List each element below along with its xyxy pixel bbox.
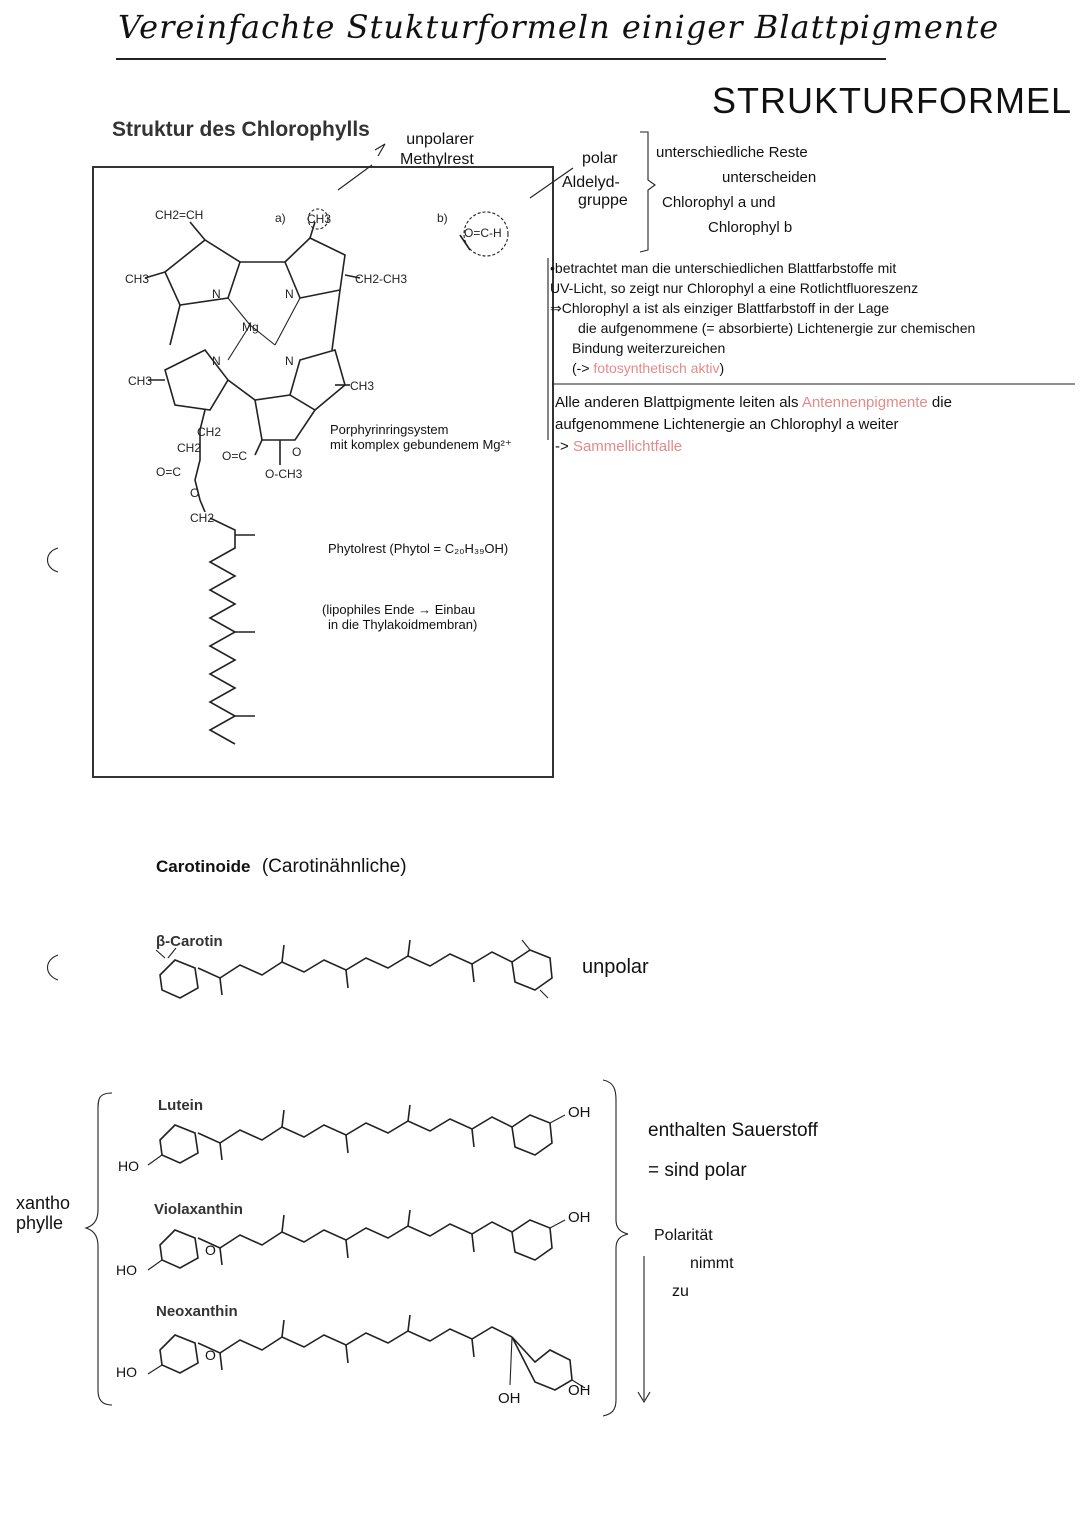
note-polar: polar	[582, 150, 618, 167]
lutein-label: Lutein	[158, 1097, 203, 1114]
atom-label: N	[212, 354, 221, 368]
ho-label: HO	[118, 1158, 139, 1174]
ch3-a: CH3	[307, 212, 332, 226]
polar-note: = sind polar	[648, 1160, 747, 1181]
atom-label: CH3	[350, 379, 375, 393]
carotinoide-heading: Carotinoide (Carotinähnliche)	[156, 856, 407, 877]
atom-label: Mg	[242, 320, 259, 334]
atom-label: O	[292, 445, 302, 459]
label-a: a)	[275, 211, 286, 225]
atom-label: CH2	[197, 425, 222, 439]
page-title: Vereinfachte Stukturformeln einiger Blattpigmente	[118, 8, 1000, 46]
oh-label: OH	[568, 1104, 591, 1121]
note-uv: •betrachtet man die unterschiedlichen Blattfarbstoffe mit UV-Licht, so zeigt nur Chlorophyl a eine Rotlichtfluoreszenz ⇒Chlorophyl a ist als einziger Blattfarbstoff in der Lage die aufgenommene (= absorbierte) Lichtenergie zur chemischen Bindung weiterzureichen (-> fotosynthetisch aktiv)	[550, 260, 976, 376]
note-aldehyd: Aldelyd- gruppe	[562, 174, 628, 209]
oh-label: OH	[568, 1209, 591, 1226]
ho-label: HO	[116, 1262, 137, 1278]
porphyrin-label: Porphyrinringsystem mit komplex gebundenem Mg²⁺	[330, 422, 512, 452]
beta-carotin-label: β-Carotin	[156, 933, 223, 950]
atom-label: O=C	[222, 449, 248, 463]
atom-label: CH3	[128, 374, 153, 388]
atom-label: N	[285, 287, 294, 301]
phytol-label: Phytolrest (Phytol = C₂₀H₃₉OH)	[328, 541, 509, 556]
aldehyde-group: O=C-H	[464, 226, 502, 240]
structure-heading: STRUKTURFORMEL	[712, 80, 1073, 121]
atom-label: O=C	[156, 465, 182, 479]
ho-label: HO	[116, 1364, 137, 1380]
sauerstoff-note: enthalten Sauerstoff	[648, 1120, 818, 1141]
atom-label: O	[190, 486, 200, 500]
atom-label: CH2	[190, 511, 215, 525]
ring-o-label: O	[205, 1347, 216, 1363]
ring-o-label: O	[205, 1242, 216, 1258]
note-reste: unterschiedliche Reste unterscheiden Chlorophyl a und Chlorophyl b	[656, 144, 817, 236]
atom-label: N	[285, 354, 294, 368]
polaritaet-note: Polarität nimmt zu	[654, 1227, 734, 1300]
atom-label: CH3	[125, 272, 150, 286]
lipophil-label: (lipophiles Ende → Einbau in die Thylakoidmembran)	[322, 602, 478, 632]
label-b: b)	[437, 211, 448, 225]
unpolar-note: unpolar	[582, 956, 649, 978]
violaxanthin-label: Violaxanthin	[154, 1201, 243, 1218]
atom-label: CH2=CH	[155, 208, 204, 222]
oh-label: OH	[568, 1382, 591, 1399]
xanthophylle-label: xantho phylle	[16, 1193, 71, 1233]
note-antennen: Alle anderen Blattpigmente leiten als Antennenpigmente die aufgenommene Lichtenergie an Chlorophyl a weiter -> Sammellichtfalle	[555, 394, 952, 455]
chlorophyll-heading: Struktur des Chlorophylls	[112, 118, 370, 141]
oh-label: OH	[498, 1390, 521, 1407]
atom-label: CH2	[177, 441, 202, 455]
atom-label: N	[212, 287, 221, 301]
atom-label: CH2-CH3	[355, 272, 408, 286]
atom-label: O-CH3	[265, 467, 303, 481]
neoxanthin-label: Neoxanthin	[156, 1303, 238, 1320]
methyl-annotation: unpolarer Methylrest	[400, 131, 474, 168]
